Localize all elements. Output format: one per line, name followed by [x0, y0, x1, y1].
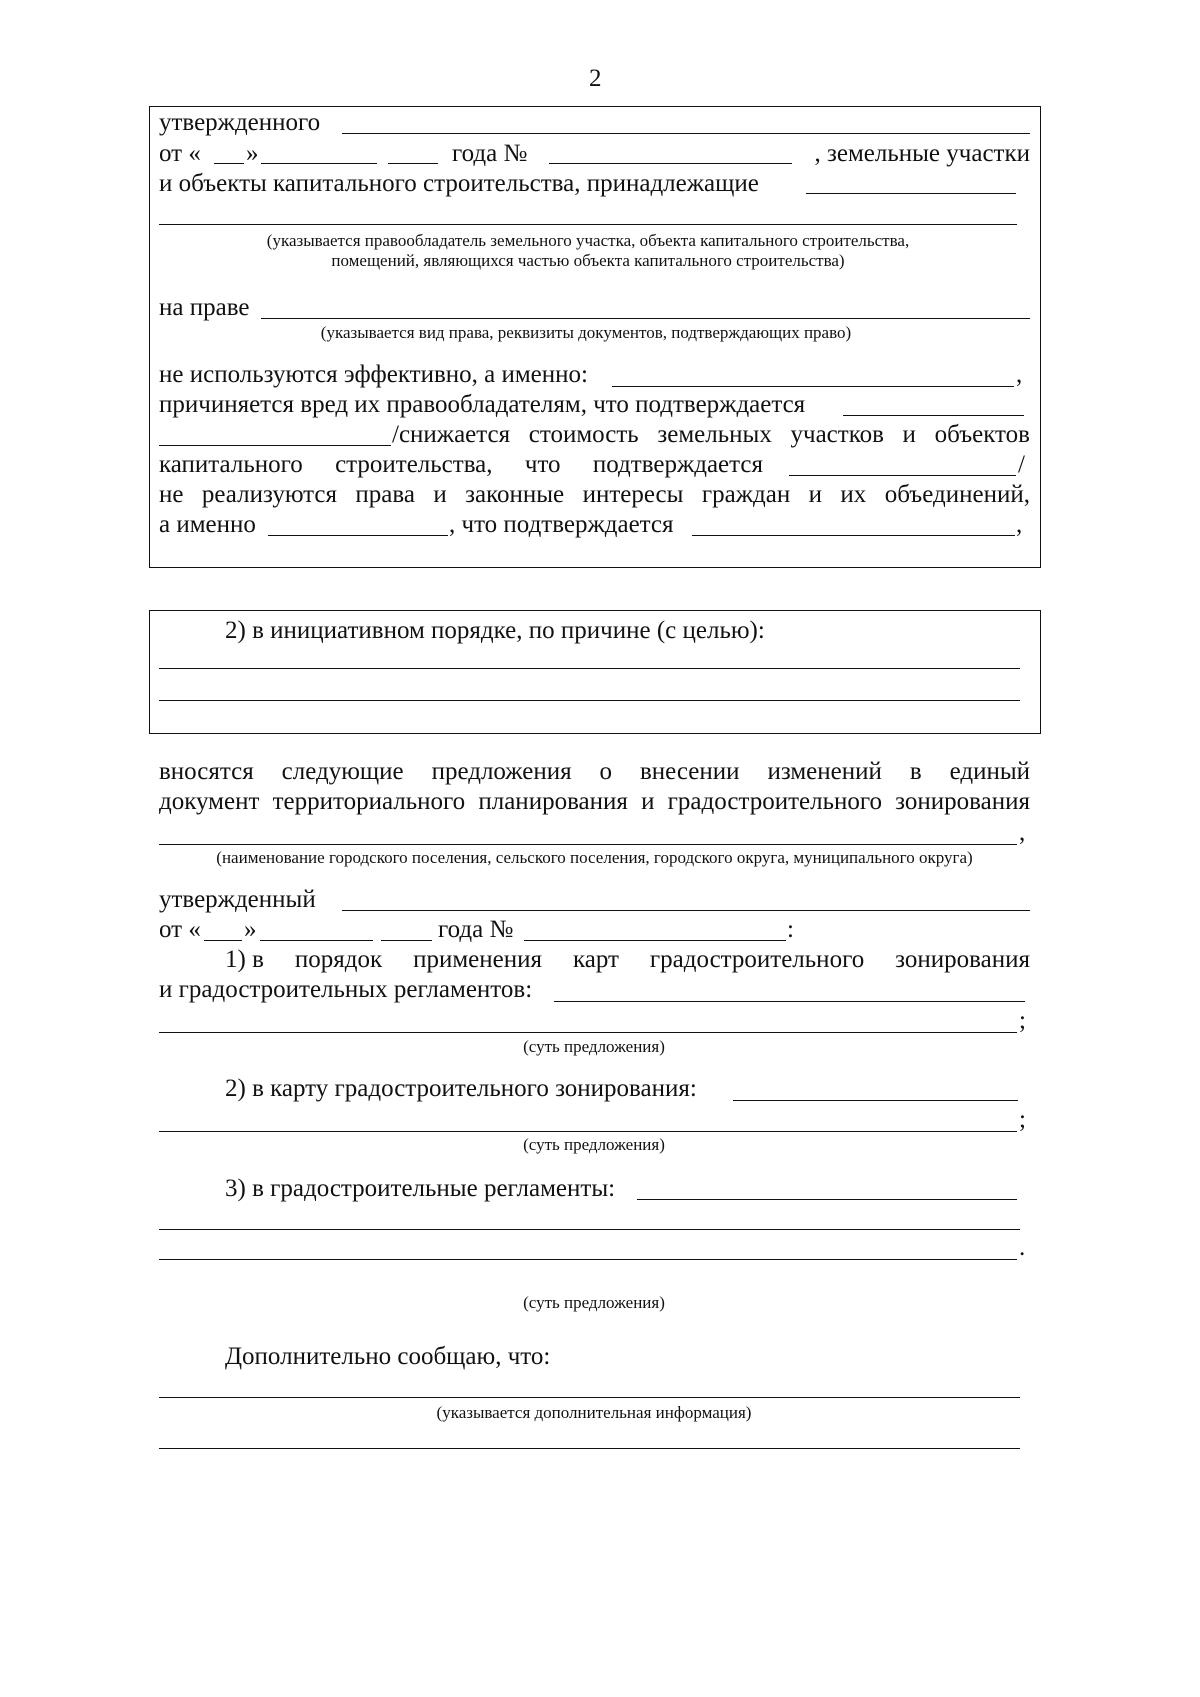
- label-ot: от «: [159, 140, 201, 167]
- word: следующие: [281, 758, 404, 785]
- label-additional: Дополнительно сообщаю, что:: [225, 1343, 551, 1370]
- label-kapitalnogo-line: [159, 450, 763, 480]
- input-line-item3-a[interactable]: [637, 1199, 1017, 1200]
- word: капитального: [159, 451, 303, 478]
- word: строительства,: [335, 451, 493, 478]
- word: градостроительного: [649, 946, 865, 973]
- word: законные: [465, 481, 565, 508]
- input-line-municipality[interactable]: [159, 844, 1017, 845]
- label-prichinyaetsya-vred: причиняется вред их правообладателям, что подтверждается: [159, 391, 806, 418]
- hint-owner-a: (указывается правообладатель земельного участка, объекта капитального строительства,: [266, 231, 910, 250]
- label-comma-2: ,: [1016, 511, 1023, 538]
- word: территориального: [272, 788, 466, 815]
- label-quote-close-2: »: [244, 916, 257, 943]
- input-line-item3-c[interactable]: [159, 1259, 1017, 1260]
- input-line-approved-by-2[interactable]: [342, 910, 1030, 911]
- input-line-day[interactable]: [214, 163, 244, 164]
- word: в: [909, 758, 922, 785]
- input-line-year[interactable]: [388, 163, 438, 164]
- word: вносятся: [159, 758, 254, 785]
- label-comma-3: ,: [1019, 819, 1026, 846]
- label-dokument-line: [159, 787, 1030, 817]
- word: что: [524, 451, 561, 478]
- input-line-item2-a[interactable]: [733, 1100, 1018, 1101]
- label-colon: :: [787, 916, 794, 943]
- word: применения: [413, 946, 542, 973]
- word: стоимость: [528, 421, 639, 448]
- word: объектов: [934, 421, 1030, 448]
- word: и: [433, 481, 447, 508]
- input-line-item2-b[interactable]: [159, 1131, 1017, 1132]
- label-ne-realizuyutsya-line: [159, 480, 1030, 510]
- word: предложения: [431, 758, 572, 785]
- label-utverzhdennyi: утвержденный: [159, 886, 316, 913]
- input-line-rights-2[interactable]: [692, 535, 1015, 536]
- input-line-item1-a[interactable]: [554, 1001, 1025, 1002]
- label-vnosyatsya-line: [159, 757, 1030, 787]
- input-line-harm-2[interactable]: [159, 445, 391, 446]
- word: и: [902, 421, 916, 448]
- label-ne-ispolzuyutsya: не используются эффективно, а именно:: [159, 361, 588, 388]
- hint-additional: (указывается дополнительная информация): [436, 1403, 752, 1422]
- hint-sut-1: (суть предложения): [523, 1037, 665, 1056]
- label-slash: /: [1018, 451, 1025, 478]
- word: объединений,: [884, 481, 1030, 508]
- label-period: .: [1019, 1234, 1026, 1261]
- input-line-cost[interactable]: [789, 475, 1016, 476]
- input-line-approved-by[interactable]: [342, 133, 1030, 134]
- word: изменений: [767, 758, 882, 785]
- word: и: [641, 788, 655, 815]
- word: граждан: [701, 481, 791, 508]
- word: подтверждается: [592, 451, 763, 478]
- input-line-harm-1[interactable]: [843, 415, 1024, 416]
- input-line-day-2[interactable]: [204, 940, 242, 941]
- word: о: [599, 758, 613, 785]
- input-line-owner-1[interactable]: [806, 193, 1016, 194]
- word: права: [355, 481, 415, 508]
- label-goda-no: года №: [452, 140, 528, 167]
- word: реализуются: [201, 481, 337, 508]
- hint-sut-3: (суть предложения): [523, 1293, 665, 1312]
- input-line-year-2[interactable]: [381, 940, 432, 941]
- label-utverzhdennogo: утвержденного: [159, 109, 321, 136]
- label-na-prave: на праве: [159, 294, 250, 321]
- label-zemelnye-uchastki: , земельные участки: [814, 140, 1030, 167]
- input-line-owner-2[interactable]: [159, 224, 1017, 225]
- word: внесении: [639, 758, 740, 785]
- label-ot-2: от «: [159, 916, 201, 943]
- input-line-number[interactable]: [549, 163, 792, 164]
- label-semicolon-1: ;: [1019, 1007, 1026, 1034]
- input-line-month-2[interactable]: [260, 940, 373, 941]
- label-initiative: 2) в инициативном порядке, по причине (с целью):: [225, 617, 765, 644]
- word: единый: [949, 758, 1030, 785]
- input-line-reason-2[interactable]: [159, 700, 1020, 701]
- input-line-not-used[interactable]: [612, 386, 1014, 387]
- word: участков: [790, 421, 884, 448]
- input-line-right-type[interactable]: [261, 318, 1030, 319]
- label-objects-belonging: и объекты капитального строительства, принадлежащие: [159, 170, 759, 197]
- input-line-additional-2[interactable]: [159, 1448, 1020, 1449]
- input-line-reason-1[interactable]: [159, 668, 1020, 669]
- label-item1-line: [225, 945, 1030, 975]
- label-goda-no-2: года №: [438, 916, 514, 943]
- hint-sut-2: (суть предложения): [523, 1135, 665, 1154]
- hint-right-type: (указывается вид права, реквизиты документов, подтверждающих право): [320, 323, 852, 342]
- word: порядок: [294, 946, 383, 973]
- word: 1) в: [225, 946, 264, 973]
- label-item1-reglaments: и градостроительных регламентов:: [159, 976, 533, 1003]
- label-snizhaetsya-line: [392, 420, 1030, 450]
- input-line-item1-b[interactable]: [159, 1032, 1017, 1033]
- word: планирования: [478, 788, 628, 815]
- hint-municipality: (наименование городского поселения, сельского поселения, городского округа, муниципального округа): [216, 848, 973, 867]
- word: их: [840, 481, 867, 508]
- input-line-item3-b[interactable]: [159, 1229, 1020, 1230]
- label-comma-1: ,: [1016, 361, 1023, 388]
- word: не: [159, 481, 184, 508]
- input-line-number-2[interactable]: [524, 940, 786, 941]
- input-line-month[interactable]: [261, 163, 377, 164]
- input-line-rights-1[interactable]: [268, 535, 448, 536]
- label-item2: 2) в карту градостроительного зонирования:: [225, 1075, 697, 1102]
- word: зонирования: [895, 946, 1030, 973]
- hint-owner-b: помещений, являющихся частью объекта капитального строительства): [331, 251, 845, 270]
- word: карт: [572, 946, 619, 973]
- word: градостроительного: [667, 788, 882, 815]
- word: документ: [159, 788, 260, 815]
- word: зонирования: [895, 788, 1030, 815]
- label-chto-podtverzhdaetsya: , что подтверждается: [449, 511, 674, 538]
- label-item3: 3) в градостроительные регламенты:: [225, 1175, 616, 1202]
- page-number: 2: [589, 65, 602, 92]
- word: /снижается: [392, 421, 511, 448]
- word: интересы: [582, 481, 684, 508]
- label-quote-close: »: [246, 140, 259, 167]
- label-a-imenno: а именно: [159, 511, 256, 538]
- word: земельных: [657, 421, 772, 448]
- word: и: [808, 481, 822, 508]
- input-line-additional-1[interactable]: [159, 1397, 1020, 1398]
- label-semicolon-2: ;: [1019, 1106, 1026, 1133]
